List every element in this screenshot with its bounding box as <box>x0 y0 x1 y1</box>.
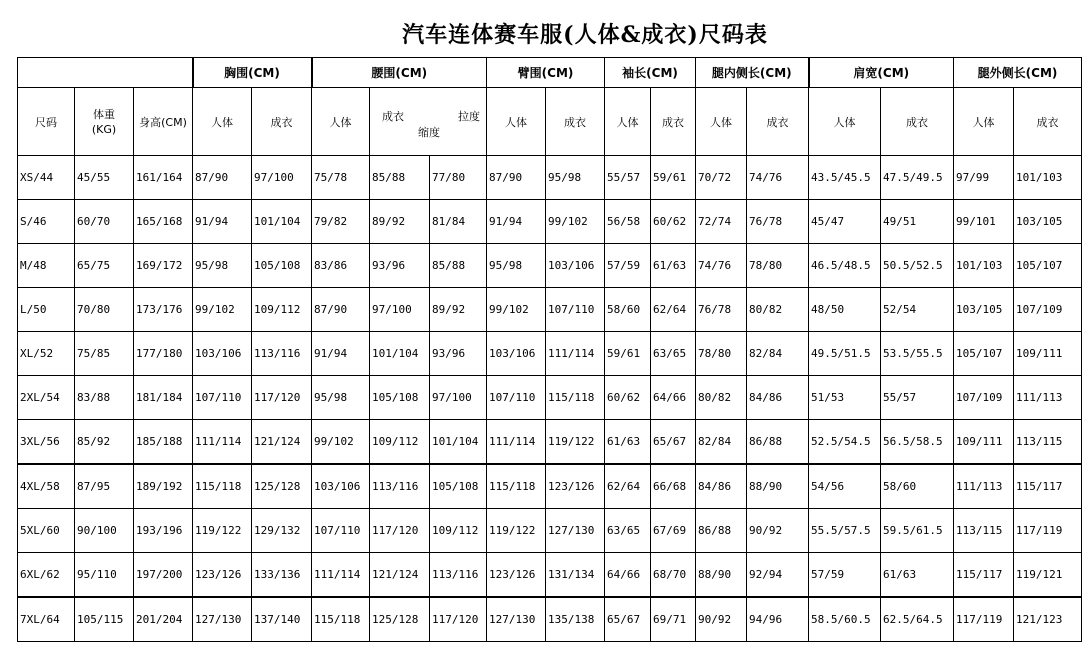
table-cell: 54/56 <box>809 464 881 509</box>
table-cell: 58/60 <box>881 464 954 509</box>
table-cell: 80/82 <box>696 376 747 420</box>
table-cell: 91/94 <box>193 200 252 244</box>
table-cell: 81/84 <box>430 200 487 244</box>
table-cell: 111/114 <box>312 553 370 598</box>
table-cell: 75/78 <box>312 156 370 200</box>
chest-garment-header: 成衣 <box>252 88 312 156</box>
chest-header: 胸围(CM) <box>193 58 312 88</box>
table-cell: 109/112 <box>370 420 430 465</box>
table-cell: 117/120 <box>430 597 487 642</box>
table-row <box>18 244 1082 288</box>
table-cell: 109/111 <box>1014 332 1082 376</box>
table-cell: 60/70 <box>75 200 134 244</box>
table-cell: 45/55 <box>75 156 134 200</box>
chest-body-header: 人体 <box>193 88 252 156</box>
table-cell: 87/90 <box>193 156 252 200</box>
table-cell: 67/69 <box>651 509 696 553</box>
table-cell: 95/110 <box>75 553 134 598</box>
table-cell: 95/98 <box>312 376 370 420</box>
table-cell: 117/120 <box>370 509 430 553</box>
table-cell: 45/47 <box>809 200 881 244</box>
table-cell: 88/90 <box>696 553 747 598</box>
table-cell: 121/124 <box>252 420 312 465</box>
page-title: 汽车连体赛车服(人体&成衣)尺码表 <box>402 22 768 48</box>
table-cell: 105/108 <box>252 244 312 288</box>
sub-header-row <box>18 88 1082 156</box>
table-cell: 90/92 <box>696 597 747 642</box>
table-cell: 50.5/52.5 <box>881 244 954 288</box>
table-cell: 63/65 <box>605 509 651 553</box>
table-cell: 127/130 <box>193 597 252 642</box>
table-cell: 133/136 <box>252 553 312 598</box>
table-cell: 185/188 <box>134 420 193 465</box>
table-row <box>18 332 1082 376</box>
table-cell: 49.5/51.5 <box>809 332 881 376</box>
shoulder-body-header: 人体 <box>809 88 881 156</box>
table-cell: 115/117 <box>954 553 1014 598</box>
waist-header: 腰围(CM) <box>312 58 487 88</box>
table-cell: 87/90 <box>312 288 370 332</box>
table-row <box>18 200 1082 244</box>
inseam-header: 腿内侧长(CM) <box>696 58 809 88</box>
height-header: 身高(CM) <box>134 88 193 156</box>
table-cell: 129/132 <box>252 509 312 553</box>
group-header-row <box>18 58 1082 88</box>
table-cell: 97/100 <box>252 156 312 200</box>
table-cell: 101/103 <box>1014 156 1082 200</box>
table-cell: 105/107 <box>954 332 1014 376</box>
table-row <box>18 156 1082 200</box>
table-cell: 177/180 <box>134 332 193 376</box>
table-cell: 83/86 <box>312 244 370 288</box>
table-cell: 165/168 <box>134 200 193 244</box>
table-cell: 103/106 <box>312 464 370 509</box>
table-cell: 117/120 <box>252 376 312 420</box>
shoulder-header: 肩宽(CM) <box>809 58 954 88</box>
table-row <box>18 420 1082 465</box>
table-cell: 80/82 <box>747 288 809 332</box>
table-row <box>18 288 1082 332</box>
table-cell: 91/94 <box>487 200 546 244</box>
table-cell: 193/196 <box>134 509 193 553</box>
table-cell: 119/122 <box>546 420 605 465</box>
table-cell: 115/118 <box>487 464 546 509</box>
arm-header: 臂围(CM) <box>487 58 605 88</box>
table-cell: 76/78 <box>747 200 809 244</box>
table-cell: 127/130 <box>546 509 605 553</box>
table-cell: 56.5/58.5 <box>881 420 954 465</box>
table-cell: 84/86 <box>747 376 809 420</box>
table-cell: 85/88 <box>370 156 430 200</box>
table-cell: 201/204 <box>134 597 193 642</box>
size-header: 尺码 <box>18 88 75 156</box>
table-cell: 63/65 <box>651 332 696 376</box>
table-cell: 107/110 <box>546 288 605 332</box>
table-cell: 86/88 <box>747 420 809 465</box>
table-cell: 7XL/64 <box>18 597 75 642</box>
table-cell: XS/44 <box>18 156 75 200</box>
table-cell: 2XL/54 <box>18 376 75 420</box>
table-cell: 113/116 <box>252 332 312 376</box>
table-cell: 109/111 <box>954 420 1014 465</box>
waist-garment-label: 成衣 <box>382 110 404 123</box>
table-cell: 113/116 <box>370 464 430 509</box>
table-cell: 107/110 <box>312 509 370 553</box>
table-cell: 55.5/57.5 <box>809 509 881 553</box>
table-cell: 52.5/54.5 <box>809 420 881 465</box>
table-cell: 49/51 <box>881 200 954 244</box>
table-cell: 68/70 <box>651 553 696 598</box>
sleeve-garment-header: 成衣 <box>651 88 696 156</box>
table-cell: 56/58 <box>605 200 651 244</box>
arm-body-header: 人体 <box>487 88 546 156</box>
table-cell: 99/102 <box>546 200 605 244</box>
table-cell: 101/104 <box>252 200 312 244</box>
table-cell: 88/90 <box>747 464 809 509</box>
table-cell: 99/102 <box>487 288 546 332</box>
waist-body-header: 人体 <box>312 88 370 156</box>
inseam-body-header: 人体 <box>696 88 747 156</box>
table-cell: 70/72 <box>696 156 747 200</box>
table-cell: 59/61 <box>651 156 696 200</box>
table-row <box>18 509 1082 553</box>
table-cell: 93/96 <box>430 332 487 376</box>
table-cell: 90/92 <box>747 509 809 553</box>
table-cell: 76/78 <box>696 288 747 332</box>
table-cell: 111/114 <box>193 420 252 465</box>
sleeve-body-header: 人体 <box>605 88 651 156</box>
table-cell: 111/113 <box>954 464 1014 509</box>
table-cell: 119/121 <box>1014 553 1082 598</box>
table-cell: 119/122 <box>487 509 546 553</box>
table-cell: 4XL/58 <box>18 464 75 509</box>
table-cell: 65/67 <box>651 420 696 465</box>
table-cell: 64/66 <box>651 376 696 420</box>
table-cell: 47.5/49.5 <box>881 156 954 200</box>
table-cell: 66/68 <box>651 464 696 509</box>
table-cell: 87/95 <box>75 464 134 509</box>
table-cell: 84/86 <box>696 464 747 509</box>
table-cell: 52/54 <box>881 288 954 332</box>
table-cell: 121/123 <box>1014 597 1082 642</box>
table-cell: 125/128 <box>370 597 430 642</box>
table-cell: 60/62 <box>651 200 696 244</box>
table-cell: 95/98 <box>546 156 605 200</box>
table-row <box>18 464 1082 509</box>
table-cell: 101/104 <box>370 332 430 376</box>
size-chart-table <box>17 57 1082 642</box>
table-cell: 127/130 <box>487 597 546 642</box>
table-cell: 85/92 <box>75 420 134 465</box>
table-cell: 74/76 <box>696 244 747 288</box>
table-cell: 95/98 <box>193 244 252 288</box>
outseam-header: 腿外侧长(CM) <box>954 58 1082 88</box>
table-cell: 60/62 <box>605 376 651 420</box>
table-cell: 173/176 <box>134 288 193 332</box>
table-cell: 5XL/60 <box>18 509 75 553</box>
table-cell: 117/119 <box>954 597 1014 642</box>
inseam-garment-header: 成衣 <box>747 88 809 156</box>
table-cell: S/46 <box>18 200 75 244</box>
table-cell: 123/126 <box>546 464 605 509</box>
table-cell: 64/66 <box>605 553 651 598</box>
table-cell: 99/101 <box>954 200 1014 244</box>
table-cell: 91/94 <box>312 332 370 376</box>
table-cell: 61/63 <box>651 244 696 288</box>
table-cell: 99/102 <box>312 420 370 465</box>
table-cell: 95/98 <box>487 244 546 288</box>
table-cell: 97/100 <box>370 288 430 332</box>
table-cell: L/50 <box>18 288 75 332</box>
table-cell: 79/82 <box>312 200 370 244</box>
table-cell: 58/60 <box>605 288 651 332</box>
table-cell: M/48 <box>18 244 75 288</box>
table-cell: 161/164 <box>134 156 193 200</box>
table-cell: 70/80 <box>75 288 134 332</box>
table-cell: 109/112 <box>430 509 487 553</box>
table-cell: 89/92 <box>370 200 430 244</box>
table-cell: 109/112 <box>252 288 312 332</box>
table-cell: 189/192 <box>134 464 193 509</box>
table-cell: 43.5/45.5 <box>809 156 881 200</box>
blank-header-cell <box>18 58 193 88</box>
table-cell: 78/80 <box>696 332 747 376</box>
table-cell: 115/118 <box>312 597 370 642</box>
table-cell: 197/200 <box>134 553 193 598</box>
table-cell: 97/100 <box>430 376 487 420</box>
table-cell: 6XL/62 <box>18 553 75 598</box>
table-cell: 105/115 <box>75 597 134 642</box>
table-cell: 92/94 <box>747 553 809 598</box>
table-cell: 65/67 <box>605 597 651 642</box>
table-cell: 69/71 <box>651 597 696 642</box>
table-cell: 103/106 <box>546 244 605 288</box>
table-cell: 181/184 <box>134 376 193 420</box>
table-cell: 131/134 <box>546 553 605 598</box>
table-cell: 107/110 <box>487 376 546 420</box>
table-cell: 86/88 <box>696 509 747 553</box>
table-cell: 3XL/56 <box>18 420 75 465</box>
table-cell: 105/107 <box>1014 244 1082 288</box>
table-cell: 94/96 <box>747 597 809 642</box>
table-cell: 46.5/48.5 <box>809 244 881 288</box>
table-cell: 82/84 <box>696 420 747 465</box>
table-cell: 101/104 <box>430 420 487 465</box>
table-cell: 103/106 <box>487 332 546 376</box>
table-cell: 105/108 <box>430 464 487 509</box>
table-cell: 111/114 <box>546 332 605 376</box>
table-cell: 62/64 <box>605 464 651 509</box>
table-cell: 61/63 <box>881 553 954 598</box>
table-cell: 48/50 <box>809 288 881 332</box>
table-cell: 113/116 <box>430 553 487 598</box>
table-cell: 72/74 <box>696 200 747 244</box>
shrink-label: 缩度 <box>418 126 440 139</box>
table-cell: 87/90 <box>487 156 546 200</box>
table-cell: 113/115 <box>954 509 1014 553</box>
table-cell: 65/75 <box>75 244 134 288</box>
table-cell: 55/57 <box>605 156 651 200</box>
table-cell: 57/59 <box>605 244 651 288</box>
table-cell: 115/117 <box>1014 464 1082 509</box>
outseam-body-header: 人体 <box>954 88 1014 156</box>
table-cell: 82/84 <box>747 332 809 376</box>
table-cell: 103/106 <box>193 332 252 376</box>
table-cell: 93/96 <box>370 244 430 288</box>
table-cell: 111/114 <box>487 420 546 465</box>
table-cell: 105/108 <box>370 376 430 420</box>
shoulder-garment-header: 成衣 <box>881 88 954 156</box>
table-cell: 113/115 <box>1014 420 1082 465</box>
table-cell: 135/138 <box>546 597 605 642</box>
table-cell: 85/88 <box>430 244 487 288</box>
table-cell: 59/61 <box>605 332 651 376</box>
table-cell: 58.5/60.5 <box>809 597 881 642</box>
table-cell: 51/53 <box>809 376 881 420</box>
table-cell: 115/118 <box>193 464 252 509</box>
table-cell: 55/57 <box>881 376 954 420</box>
table-cell: 111/113 <box>1014 376 1082 420</box>
table-cell: XL/52 <box>18 332 75 376</box>
table-cell: 75/85 <box>75 332 134 376</box>
table-cell: 74/76 <box>747 156 809 200</box>
table-cell: 103/105 <box>954 288 1014 332</box>
table-cell: 103/105 <box>1014 200 1082 244</box>
table-cell: 90/100 <box>75 509 134 553</box>
outseam-garment-header: 成衣 <box>1014 88 1082 156</box>
waist-garment-stretch-header <box>370 88 487 156</box>
stretch-label: 拉度 <box>458 110 480 123</box>
table-cell: 107/109 <box>1014 288 1082 332</box>
table-row <box>18 376 1082 420</box>
table-cell: 137/140 <box>252 597 312 642</box>
table-cell: 117/119 <box>1014 509 1082 553</box>
table-row <box>18 553 1082 598</box>
table-cell: 107/110 <box>193 376 252 420</box>
table-cell: 115/118 <box>546 376 605 420</box>
table-cell: 107/109 <box>954 376 1014 420</box>
table-cell: 61/63 <box>605 420 651 465</box>
table-cell: 53.5/55.5 <box>881 332 954 376</box>
weight-header <box>75 88 134 156</box>
table-cell: 101/103 <box>954 244 1014 288</box>
arm-garment-header: 成衣 <box>546 88 605 156</box>
table-cell: 121/124 <box>370 553 430 598</box>
table-cell: 169/172 <box>134 244 193 288</box>
table-cell: 62/64 <box>651 288 696 332</box>
table-cell: 78/80 <box>747 244 809 288</box>
weight-header-label: 体重 <box>93 107 115 121</box>
table-cell: 83/88 <box>75 376 134 420</box>
table-cell: 119/122 <box>193 509 252 553</box>
table-cell: 97/99 <box>954 156 1014 200</box>
table-cell: 89/92 <box>430 288 487 332</box>
table-row <box>18 597 1082 642</box>
table-cell: 57/59 <box>809 553 881 598</box>
table-cell: 125/128 <box>252 464 312 509</box>
sleeve-header: 袖长(CM) <box>605 58 696 88</box>
table-cell: 123/126 <box>193 553 252 598</box>
table-cell: 77/80 <box>430 156 487 200</box>
weight-header-unit: (KG) <box>91 122 117 136</box>
table-cell: 59.5/61.5 <box>881 509 954 553</box>
table-cell: 123/126 <box>487 553 546 598</box>
table-cell: 62.5/64.5 <box>881 597 954 642</box>
table-cell: 99/102 <box>193 288 252 332</box>
